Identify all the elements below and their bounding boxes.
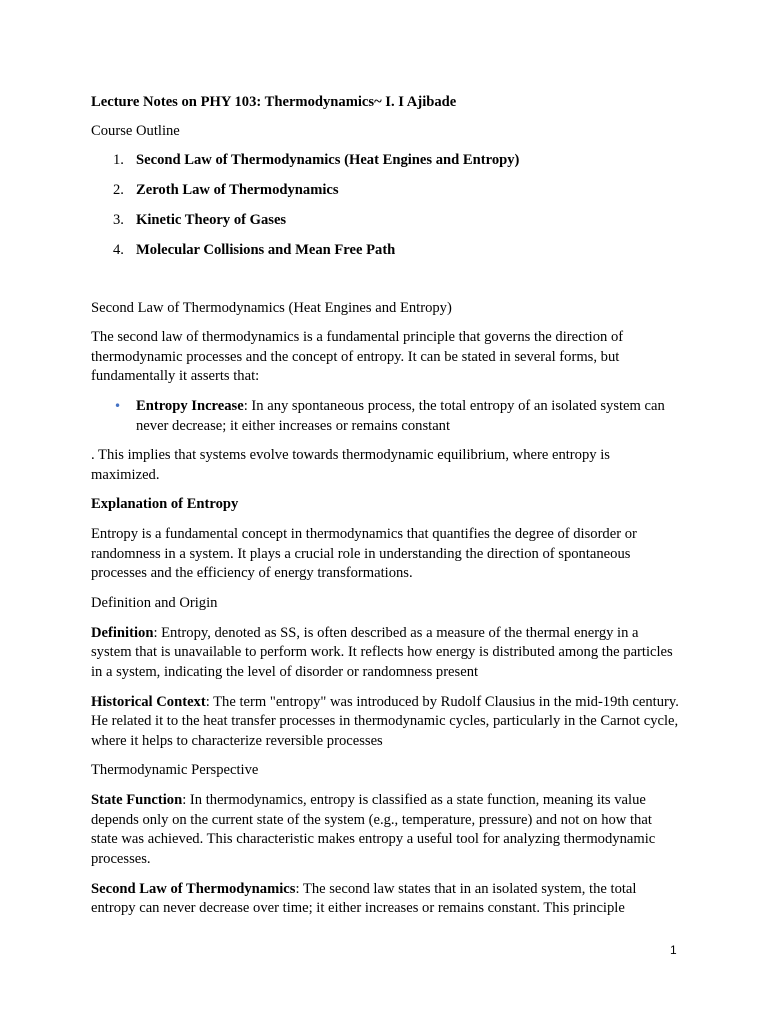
outline-item-text: Zeroth Law of Thermodynamics	[136, 181, 339, 198]
definition-paragraph	[91, 624, 681, 683]
second-law-paragraph	[91, 880, 681, 919]
bullet-list	[91, 397, 681, 436]
state-function-text: : In thermodynamics, entropy is classified as a state function, meaning its value depends only on the current state of the system (e.g., temperature, pressure) and not on how that state was achieved. This characteristic makes entropy a useful tool for analyzing thermodynamic processes.	[91, 792, 656, 867]
bullet-item	[91, 397, 681, 436]
outline-item-number: 2.	[113, 181, 124, 198]
section-heading: Second Law of Thermodynamics (Heat Engines and Entropy)	[91, 299, 452, 316]
definition-text: : Entropy, denoted as SS, is often described as a measure of the thermal energy in a system that is unavailable to perform work. It reflects how energy is distributed among the particles in a system, indicating the level of disorder or randomness present	[91, 624, 673, 680]
state-function-term: State Function	[91, 792, 183, 809]
page-number: 1	[670, 943, 677, 957]
outline-item	[91, 241, 681, 261]
page-content	[91, 93, 681, 929]
explanation-heading-text: Explanation of Entropy	[91, 496, 239, 513]
explanation-heading	[91, 495, 681, 515]
section-spacer	[91, 271, 681, 299]
outline-item-number: 1.	[113, 152, 124, 168]
course-outline-heading: Course Outline	[91, 123, 180, 139]
second-law-text: : The second law states that in an isolated system, the total entropy can never decrease over time; it either increases or remains constant. This principle	[91, 880, 637, 917]
intro-paragraph: The second law of thermodynamics is a fundamental principle that governs the direction of thermodynamic processes and the concept of entropy. It can be stated in several forms, but fundamentally it asserts that:	[91, 329, 624, 385]
definition-heading: Definition and Origin	[91, 595, 218, 612]
state-function-paragraph	[91, 791, 681, 869]
historical-paragraph	[91, 693, 681, 752]
perspective-heading: Thermodynamic Perspective	[91, 762, 259, 779]
outline-item-number: 3.	[113, 211, 124, 228]
outline-item	[91, 181, 681, 201]
historical-text: : The term "entropy" was introduced by Rudolf Clausius in the mid-19th century. He related it to the heat transfer processes in thermodynamic cycles, particularly in the Carnot cycle, where it helps to characterize reversible processes	[91, 693, 679, 749]
historical-term: Historical Context	[91, 693, 206, 710]
course-outline-list	[91, 151, 681, 260]
definition-term: Definition	[91, 624, 154, 641]
implication-paragraph: . This implies that systems evolve towards thermodynamic equilibrium, where entropy is maximized.	[91, 447, 610, 483]
outline-item-text: Molecular Collisions and Mean Free Path	[136, 241, 396, 258]
second-law-term: Second Law of Thermodynamics	[91, 880, 296, 897]
document-title: Lecture Notes on PHY 103: Thermodynamics~ I. I Ajibade	[91, 94, 457, 110]
explanation-paragraph: Entropy is a fundamental concept in thermodynamics that quantifies the degree of disorder or randomness in a system. It plays a crucial role in understanding the direction of spontaneous processes and the efficiency of energy transformations.	[91, 526, 637, 582]
outline-item	[91, 211, 681, 231]
outline-item-text: Kinetic Theory of Gases	[136, 211, 287, 228]
outline-item-number: 4.	[113, 241, 124, 258]
bullet-term: Entropy Increase	[136, 398, 244, 415]
outline-item	[91, 151, 681, 171]
bullet-text: : In any spontaneous process, the total entropy of an isolated system can never decrease; it either increases or remains constant	[136, 398, 665, 434]
outline-item-text: Second Law of Thermodynamics (Heat Engines and Entropy)	[136, 152, 520, 168]
bullet-icon: •	[114, 399, 122, 414]
